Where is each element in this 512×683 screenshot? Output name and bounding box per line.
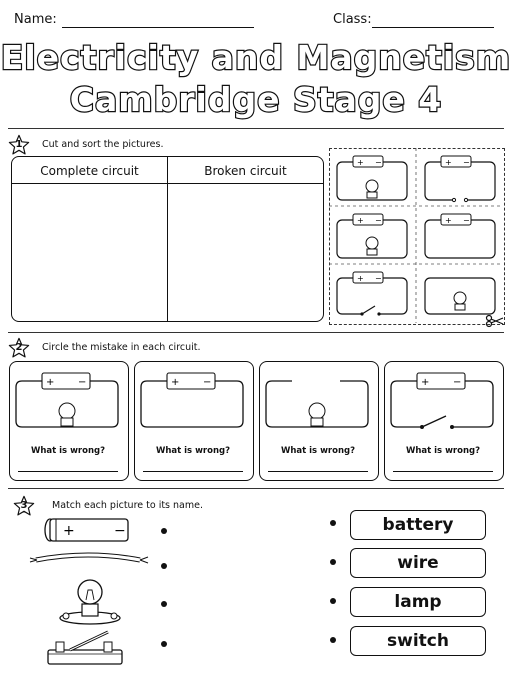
svg-text:−: − — [453, 377, 462, 388]
battery-icon — [44, 517, 134, 543]
svg-text:−: − — [463, 216, 470, 225]
class-label: Class: — [333, 12, 372, 27]
section3-instruction: Match each picture to its name. — [52, 500, 203, 511]
card-open-switch[interactable] — [337, 272, 407, 316]
answer-line-2[interactable] — [143, 471, 243, 472]
section-divider — [8, 488, 504, 489]
match-dot-right-3[interactable] — [330, 598, 336, 604]
class-field[interactable] — [372, 27, 494, 28]
page-title: Electricity and Magnetism — [0, 38, 512, 77]
svg-text:+: + — [357, 158, 364, 167]
svg-text:+: + — [445, 158, 452, 167]
answer-line-3[interactable] — [268, 471, 368, 472]
section1-instruction: Cut and sort the pictures. — [42, 139, 164, 150]
wire-icon — [30, 550, 148, 570]
svg-text:+: + — [357, 216, 364, 225]
match-dot-left-1[interactable] — [161, 528, 167, 534]
svg-text:−: − — [78, 377, 87, 388]
svg-text:−: − — [375, 274, 382, 283]
section1-number: 1 — [15, 139, 23, 150]
match-dot-left-2[interactable] — [161, 563, 167, 569]
match-dot-left-3[interactable] — [161, 601, 167, 607]
section2-instruction: Circle the mistake in each circuit. — [42, 342, 201, 353]
drop-zone-broken[interactable] — [171, 187, 320, 317]
circuit-3[interactable] — [266, 381, 368, 427]
svg-text:+: + — [46, 377, 55, 388]
question-4: What is wrong? — [405, 446, 481, 456]
column-broken-circuit: Broken circuit — [204, 164, 287, 178]
bulb-icon — [56, 578, 124, 626]
name-box-battery[interactable]: battery — [350, 510, 486, 540]
drop-zone-complete[interactable] — [15, 187, 164, 317]
match-dot-right-1[interactable] — [330, 520, 336, 526]
svg-text:−: − — [375, 216, 382, 225]
circuit-1[interactable] — [16, 373, 118, 427]
svg-text:+: + — [171, 377, 180, 388]
switch-icon — [46, 628, 124, 668]
section2-number: 2 — [15, 342, 23, 353]
sort-table — [11, 156, 324, 322]
svg-text:+: + — [63, 523, 75, 539]
svg-text:−: − — [114, 523, 126, 539]
answer-line-4[interactable] — [393, 471, 493, 472]
section-divider — [8, 332, 504, 333]
card-complete-empty[interactable] — [425, 214, 495, 258]
svg-text:+: + — [421, 377, 430, 388]
section-divider — [8, 128, 504, 129]
card-broken-gap[interactable] — [425, 156, 495, 202]
svg-text:−: − — [203, 377, 212, 388]
name-box-lamp[interactable]: lamp — [350, 587, 486, 617]
question-1: What is wrong? — [30, 446, 106, 456]
svg-text:+: + — [357, 274, 364, 283]
circuit-2[interactable] — [141, 373, 243, 427]
scissors-icon — [486, 315, 504, 327]
card-complete-bulb[interactable] — [337, 156, 407, 200]
svg-text:+: + — [445, 216, 452, 225]
svg-text:−: − — [463, 158, 470, 167]
card-complete-bulb-2[interactable] — [337, 214, 407, 258]
match-dot-right-2[interactable] — [330, 559, 336, 565]
name-box-wire[interactable]: wire — [350, 548, 486, 578]
page-subtitle: Cambridge Stage 4 — [69, 80, 443, 119]
question-3: What is wrong? — [280, 446, 356, 456]
column-complete-circuit: Complete circuit — [40, 164, 139, 178]
sort-column-divider — [167, 157, 168, 321]
name-label: Name: — [14, 12, 57, 27]
circuit-4[interactable] — [391, 373, 493, 429]
card-no-battery[interactable] — [425, 278, 495, 314]
section3-number: 3 — [20, 500, 28, 511]
section2-circuits — [0, 361, 512, 479]
answer-line-1[interactable] — [18, 471, 118, 472]
name-field[interactable] — [62, 27, 254, 28]
svg-text:−: − — [375, 158, 382, 167]
match-dot-right-4[interactable] — [330, 637, 336, 643]
match-dot-left-4[interactable] — [161, 641, 167, 647]
name-box-switch[interactable]: switch — [350, 626, 486, 656]
cut-out-pictures — [329, 148, 503, 323]
question-2: What is wrong? — [155, 446, 231, 456]
